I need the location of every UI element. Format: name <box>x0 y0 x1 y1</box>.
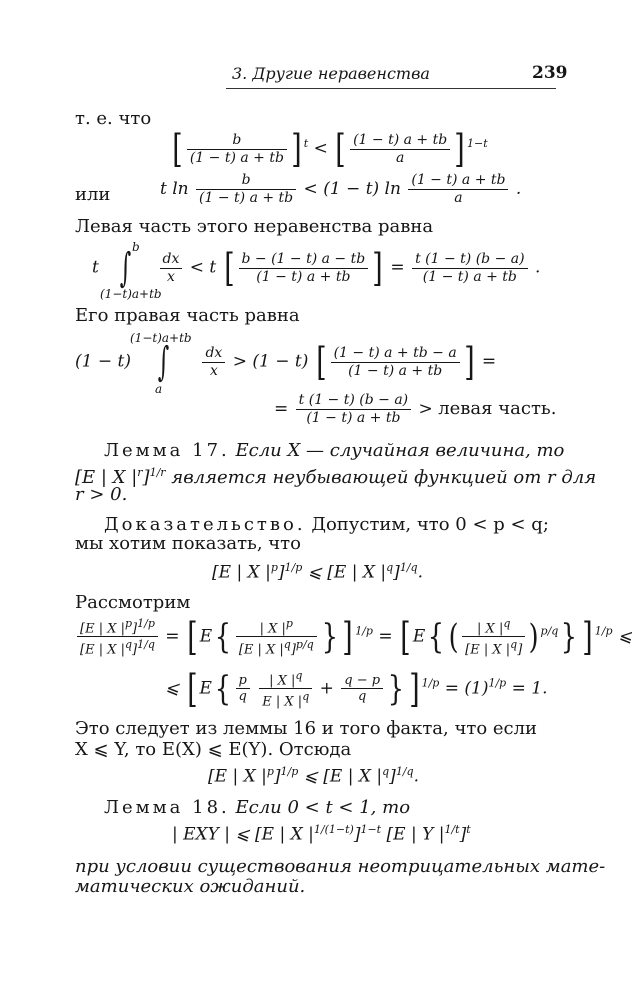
text-ili: или <box>75 184 111 205</box>
equation-6: $\frac{[E | X |^p]^{1/p}}{[E | X |^q]^{1/q}}$ = [ E{ $\frac{| X |^p}{[E | X |^q]^{p/q}}$ } ] $^{1/p}$ = [ E{ ( $\frac{| X |^q}{[E | X |^q]}$ ) $^{p/q}$} ] $^{1/p}$ ⩽ <box>75 616 632 658</box>
proof-text-1: Допустим, что 0 < p < q; <box>311 514 549 535</box>
text-right-part: Его правая часть равна <box>75 305 300 326</box>
equation-1: [ $\frac{b}{(1 - t) a + tb}$ ] $^t$ < [ $\frac{(1 - t) a + tb}{a}$ ] $^{1-t}$ <box>172 127 488 171</box>
integral2-lower-limit: a <box>155 382 163 396</box>
lemma18-label: Лемма 18. <box>104 797 230 818</box>
lemma18-text-1: Если 0 < t < 1, то <box>235 797 411 818</box>
lemma18-text-2: при условии существования неотрицательных мате- <box>75 856 606 877</box>
running-title: 3. Другие неравенства <box>232 64 430 83</box>
text-left-part: Левая часть этого неравенства равна <box>75 216 434 237</box>
lemma17-line-1 <box>104 440 564 462</box>
equation-3: t ∫ $\frac{dx}{x}$ < t [ $\frac{b - (1 - t) a - tb}{(1 - t) a + tb}$ ] = $\frac{t (1 - t) (b - a)}{(1 - t) a + tb}$ . <box>92 245 541 291</box>
lemma17-text-2: является неубывающей функцией от r для <box>171 467 597 488</box>
text-eto-1: Это следует из леммы 16 и того факта, что если <box>75 718 538 739</box>
equation-4: (1 − t) ∫ $\frac{dx}{x}$ > (1 − t) [ $\frac{(1 - t) a + tb - a}{(1 - t) a + tb}$ ] = <box>75 339 497 385</box>
equation-5: [E | X $|^p]^{1/p}$ ⩽ [E | X $|^q]^{1/q}$. <box>212 561 423 583</box>
lemma17-text-3: r > 0. <box>75 484 128 505</box>
lemma17-expr: [E | X $|^r]^{1/r}$ <box>75 466 166 488</box>
equation-7: [E | X $|^p]^{1/p}$ ⩽ [E | X $|^q]^{1/q}$. <box>208 765 419 787</box>
equation-2: t ln $\frac{b}{(1 - t) a + tb}$ < (1 − t) ln $\frac{(1 - t) a + tb}{a}$ . <box>160 172 522 206</box>
text-rassmotrim: Рассмотрим <box>75 592 191 613</box>
lemma18-text-3: матических ожиданий. <box>75 876 306 897</box>
lemma17-text-1: Если X — случайная величина, то <box>235 440 565 461</box>
lemma18-line-1 <box>104 797 410 819</box>
lemma17-label: Лемма 17. <box>104 440 230 461</box>
equation-6-cont: ⩽ [ E{ $\frac{p}{q}$ $\frac{| X |^q}{E | X |^q}$ + $\frac{q - p}{q}$ } ] $^{1/p} = (1)^{1/p} = 1$. <box>165 666 548 711</box>
integral-lower-limit: (1−t)a+tb <box>100 287 162 301</box>
equation-4-cont: = $\frac{t (1 - t) (b - a)}{(1 - t) a + tb}$ > левая часть. <box>274 392 557 426</box>
text-levaya-chast: левая часть. <box>438 398 557 419</box>
page-number: 239 <box>532 63 568 83</box>
header-rule <box>226 88 556 89</box>
text-eto-2: X ⩽ Y, то E(X) ⩽ E(Y). Отсюда <box>75 739 352 760</box>
equation-8: | EXY | ⩽ [E | X $|^{1/(1-t)}]^{1-t}$ [E | Y $|^{1/t}]^t$ <box>172 823 471 845</box>
proof-text-2: мы хотим показать, что <box>75 533 301 554</box>
lemma17-line-2 <box>75 462 596 489</box>
proof-label: Доказательство. <box>104 514 306 535</box>
text-te-chto: т. е. что <box>75 108 152 129</box>
integral-upper-limit: b <box>132 240 140 254</box>
integral2-upper-limit: (1−t)a+tb <box>130 331 192 345</box>
page-header <box>0 0 625 100</box>
